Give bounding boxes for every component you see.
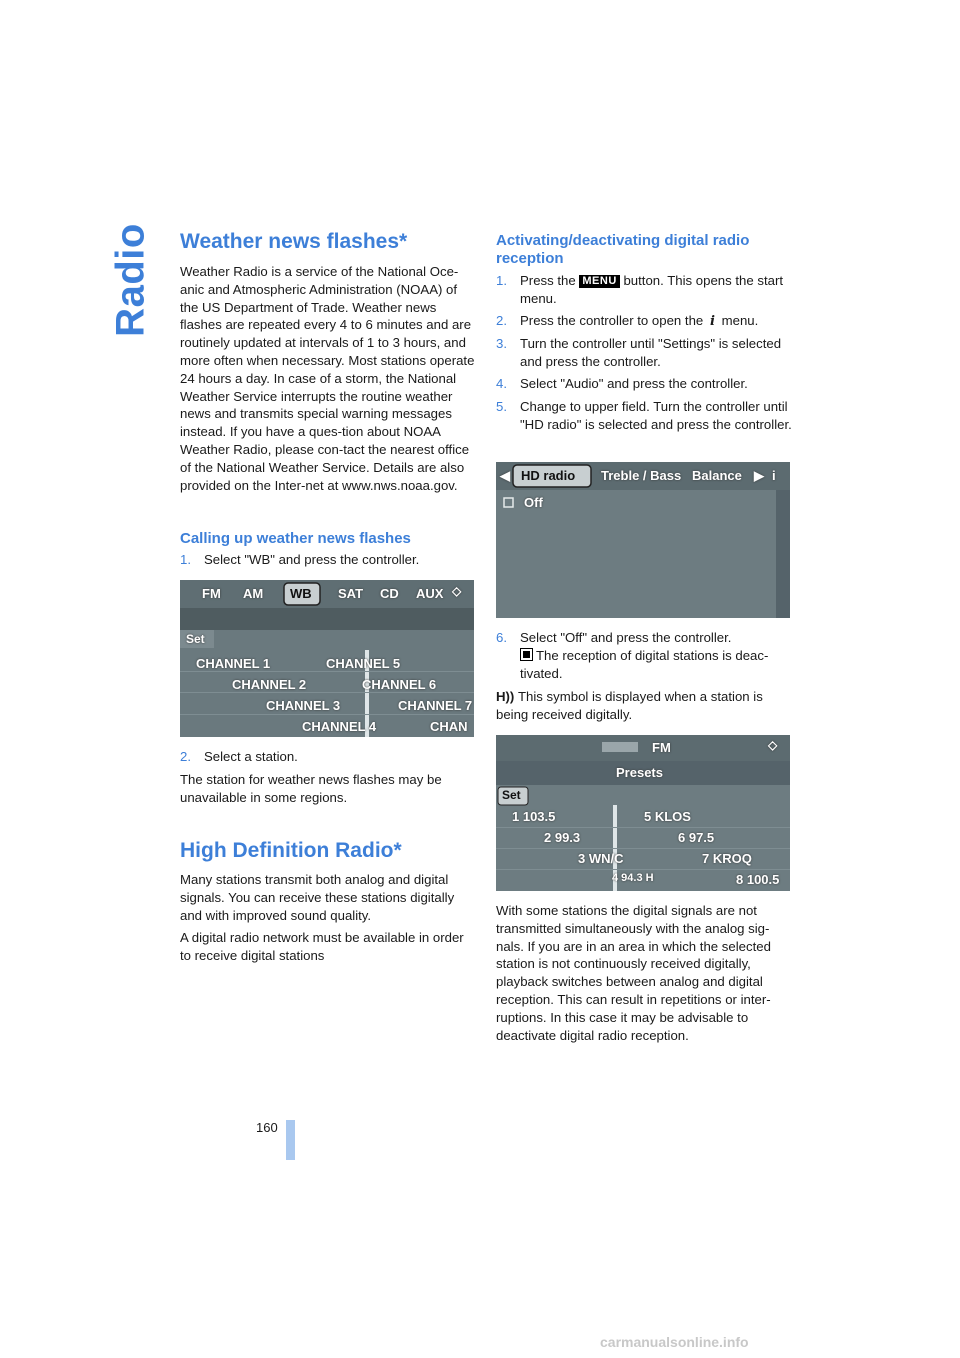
presets-label[interactable]: Presets [616,765,663,780]
channel-1[interactable]: CHANNEL 1 [196,656,271,671]
activate-heading: Activating/deactivating digital radio reception [496,232,750,267]
weather-note: The station for weather news flashes may be unavailable in some regions. [180,772,442,805]
closing-body: With some stations the digital signals are not transmitted simultaneously with the analog sig-nals. If you are in an area in which the selected station is not continuously received digitally, playback switches between analog and digital reception. This can result in repetitions or inter-ruptions. In this case it may be advisable to deactivate digital radio reception. [496,903,771,1043]
channel-8[interactable]: CHAN [430,719,468,734]
preset-7[interactable]: 7 KROQ [702,851,752,866]
page-number: 160 [256,1120,278,1135]
section-side-title: Radio [108,223,153,337]
hd-heading: High Definition Radio* [180,839,402,862]
hd-radio-screen [496,462,790,618]
hd-body-2: A digital radio network must be available in order to receive digital stations [180,930,464,963]
right-arrow-icon[interactable]: ▶ [754,468,764,483]
left-arrow-icon[interactable]: ◀ [500,468,510,483]
info-icon[interactable]: i [772,468,776,483]
preset-1[interactable]: 1 103.5 [512,809,556,824]
preset-4[interactable]: 4 94.3 H [612,872,654,884]
tab-balance[interactable]: Balance [692,468,742,483]
hd-symbol-icon: H)) [496,689,518,704]
tab-am[interactable]: AM [243,586,264,601]
menu-button-icon: MENU [579,275,619,288]
weather-heading: Weather news flashes* [180,230,408,253]
tab-sat[interactable]: SAT [338,586,364,601]
channel-2[interactable]: CHANNEL 2 [232,677,307,692]
option-off[interactable]: Off [524,495,543,510]
channel-6[interactable]: CHANNEL 6 [362,677,437,692]
tab-fm[interactable]: FM [202,586,221,601]
hd-body-1: Many stations transmit both analog and digital signals. You can receive these stations digitally and with improved sound quality. [180,872,455,923]
tab-treble-bass[interactable]: Treble / Bass [601,468,682,483]
preset-5[interactable]: 5 KLOS [644,809,691,824]
wb-screen [180,580,474,737]
channel-3[interactable]: CHANNEL 3 [266,698,341,713]
preset-2[interactable]: 2 99.3 [544,830,581,845]
scroll-arrows-icon[interactable]: ◇ [452,584,462,598]
set-button[interactable]: Set [502,788,521,802]
footer-watermark: carmanualsonline.info [600,1334,749,1350]
band-label[interactable]: FM [652,740,671,755]
checkbox-off-icon [520,648,533,661]
weather-body: Weather Radio is a service of the National Oce-anic and Atmospheric Administration (NOAA) of the US Department of Trade. Weather news flashes are repeated every 4 to 6 minutes and are routinely updated at intervals of 1 to 3 hours, and more often when necessary. Most stations operate 24 hours a day. In case of a storm, the National Weather Service interrupts the routine weather news and transmits special warning messages instead. If you have a ques-tion about NOAA Weather Radio, please con-tact the nearest office of the National Weather Service. Details are also provided on the Inter-net at www.nws.noaa.gov. [180,264,475,493]
set-button[interactable]: Set [186,632,205,646]
scroll-arrows-icon[interactable]: ◇ [768,738,778,752]
hd-screen-graphic [496,462,790,618]
tab-hd-radio[interactable]: HD radio [521,468,576,483]
preset-8[interactable]: 8 100.5 [736,872,780,887]
weather-subheading: Calling up weather news flashes [180,530,411,547]
fm-presets-screen [496,735,790,891]
channel-7[interactable]: CHANNEL 7 [398,698,473,713]
channel-4[interactable]: CHANNEL 4 [302,719,377,734]
page-side-bar [286,1120,295,1160]
hd-symbol-note: H)) This symbol is displayed when a station is being received digitally. [496,689,763,722]
preset-3[interactable]: 3 WN/C [578,851,624,866]
tab-aux[interactable]: AUX [416,586,444,601]
channel-5[interactable]: CHANNEL 5 [326,656,401,671]
tab-wb[interactable]: WB [290,586,312,601]
preset-6[interactable]: 6 97.5 [678,830,715,845]
tab-cd[interactable]: CD [380,586,399,601]
info-icon: i [709,314,715,329]
